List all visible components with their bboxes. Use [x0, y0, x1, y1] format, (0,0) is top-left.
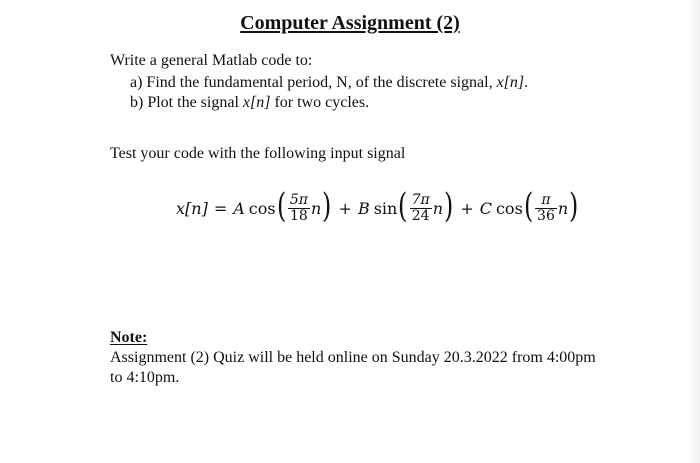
paren-close-1: ) — [322, 186, 332, 226]
task-item-b — [130, 94, 369, 112]
formula-fn-cos-1: cos — [248, 198, 276, 218]
formula-lhs: x[n] — [176, 198, 208, 218]
signal-formula — [176, 186, 579, 230]
fraction-3 — [535, 193, 557, 223]
paren-open-1: ( — [276, 186, 286, 226]
fraction-1-denominator: 18 — [290, 207, 308, 224]
page-edge-shadow — [686, 0, 700, 463]
formula-var-n-3: n — [557, 198, 569, 218]
task-item-a — [130, 74, 528, 92]
task-item-a-end: . — [524, 74, 529, 91]
note-text-line-2: to 4:10pm. — [110, 369, 180, 386]
note-text-line-1: Assignment (2) Quiz will be held online on Sunday 20.3.2022 from 4:00pm — [110, 349, 596, 366]
formula-coef-a: A — [233, 198, 245, 218]
fraction-2-denominator: 24 — [411, 207, 430, 224]
formula-plus-1: + — [338, 198, 352, 218]
fraction-2 — [410, 193, 432, 223]
formula-var-n-1: n — [310, 198, 322, 218]
task-item-a-text: a) Find the fundamental period, N, of the discrete signal, — [130, 74, 497, 91]
formula-coef-c: C — [479, 198, 492, 218]
formula-coef-b: B — [357, 198, 370, 218]
formula-var-n-2: n — [432, 198, 444, 218]
task-item-b-end: for two cycles. — [270, 94, 370, 111]
formula-fn-sin: sin — [373, 198, 398, 218]
fraction-3-numerator: π — [541, 191, 551, 208]
intro-text: Write a general Matlab code to: — [110, 52, 313, 69]
task-item-b-text: b) Plot the signal — [130, 94, 243, 111]
note-label: Note: — [110, 329, 148, 346]
fraction-1 — [288, 193, 310, 223]
test-instruction: Test your code with the following input signal — [110, 145, 406, 162]
formula-plus-2: + — [460, 198, 474, 218]
task-item-a-signal: x[n] — [496, 74, 525, 91]
fraction-2-numerator: 7π — [411, 191, 430, 208]
fraction-1-numerator: 5π — [289, 191, 308, 208]
paren-close-2: ) — [444, 186, 454, 226]
formula-equals: = — [213, 198, 228, 218]
paren-open-2: ( — [398, 186, 408, 226]
fraction-3-denominator: 36 — [537, 207, 555, 224]
paren-close-3: ) — [569, 186, 579, 226]
task-item-b-signal: x[n] — [242, 94, 271, 111]
assignment-title: Computer Assignment (2) — [240, 12, 460, 34]
formula-fn-cos-2: cos — [495, 198, 523, 218]
paren-open-3: ( — [523, 186, 534, 226]
